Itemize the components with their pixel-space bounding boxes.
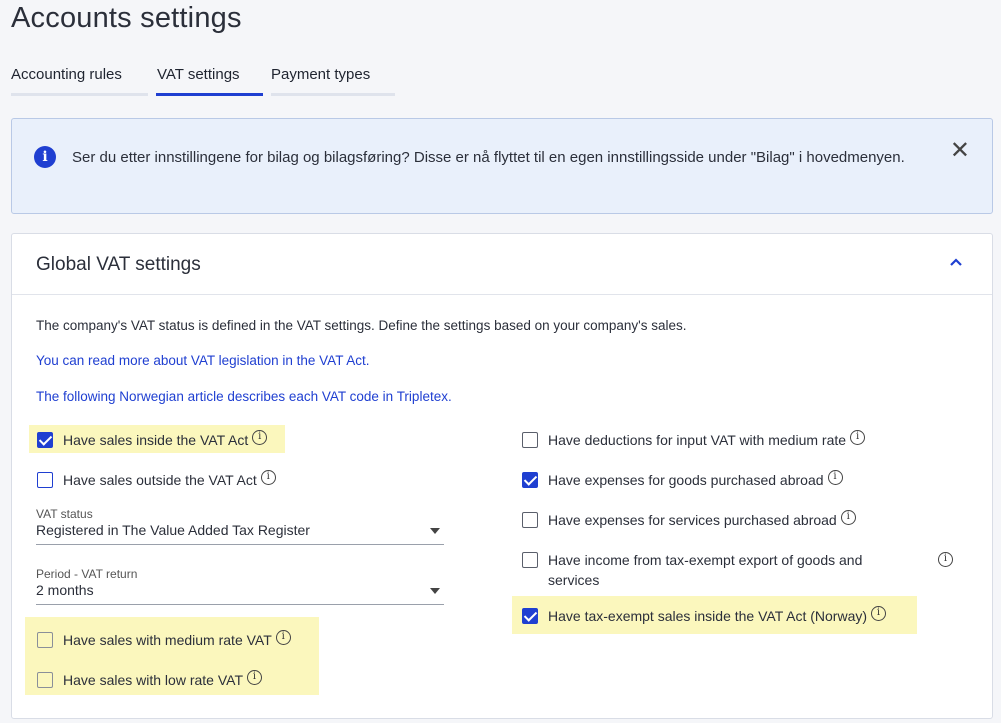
vat-status-label: VAT status (36, 507, 93, 521)
info-icon[interactable]: i (871, 606, 886, 621)
banner-text: Ser du etter innstillingene for bilag og bilagsføring? Disse er nå flyttet til en egen innstillingsside under "Bilag" i hovedmenyen. (72, 149, 905, 166)
vat-status-value: Registered in The Value Added Tax Register (36, 522, 310, 538)
option-label: Have expenses for goods purchased abroad (548, 472, 824, 488)
vat-status-select[interactable] (36, 522, 444, 545)
panel-header[interactable] (12, 234, 992, 295)
option-label: Have sales outside the VAT Act (63, 472, 257, 488)
dropdown-arrow-icon (430, 588, 440, 594)
checkbox[interactable] (37, 672, 53, 688)
tab-bar (11, 62, 395, 96)
tab-label: Accounting rules (11, 66, 122, 83)
checkbox[interactable] (522, 608, 538, 624)
option-label: Have sales inside the VAT Act (63, 432, 249, 448)
dropdown-arrow-icon (430, 528, 440, 534)
option-label: Have deductions for input VAT with medium rate (548, 432, 847, 448)
tab-payment-types[interactable] (271, 62, 395, 96)
info-icon[interactable]: i (850, 430, 865, 445)
info-icon[interactable]: i (841, 510, 856, 525)
checkbox[interactable] (522, 432, 538, 448)
vat-code-article-link[interactable]: The following Norwegian article describes each VAT code in Tripletex. (36, 389, 452, 404)
global-vat-settings-panel (11, 233, 993, 719)
option-sales-inside-vat-act[interactable] (37, 432, 267, 448)
checkbox[interactable] (522, 552, 538, 568)
close-icon[interactable]: ✕ (949, 137, 970, 164)
option-sales-low-rate[interactable] (37, 672, 262, 688)
info-icon[interactable]: i (261, 470, 276, 485)
checkbox[interactable] (522, 472, 538, 488)
checkbox[interactable] (37, 632, 53, 648)
tab-label: Payment types (271, 66, 371, 83)
vat-description: The company's VAT status is defined in the VAT settings. Define the settings based on your company's sales. (36, 318, 687, 333)
option-sales-medium-rate[interactable] (37, 632, 291, 648)
option-tax-exempt-export[interactable] (522, 552, 952, 592)
option-label: Have sales with low rate VAT (63, 672, 243, 688)
checkbox[interactable] (522, 512, 538, 528)
option-tax-exempt-sales-norway[interactable] (522, 608, 886, 624)
tab-label: VAT settings (157, 66, 240, 83)
period-value: 2 months (36, 582, 94, 598)
info-icon: i (34, 146, 56, 168)
period-select[interactable] (36, 582, 444, 605)
panel-title: Global VAT settings (36, 254, 201, 275)
option-label: Have expenses for services purchased abroad (548, 512, 837, 528)
period-label: Period - VAT return (36, 567, 138, 581)
info-icon[interactable]: i (276, 630, 291, 645)
option-label: Have income from tax-exempt export of goods and services (548, 552, 863, 588)
option-services-purchased-abroad[interactable] (522, 512, 856, 528)
info-banner (11, 118, 993, 214)
checkbox[interactable] (37, 432, 53, 448)
tab-accounting-rules[interactable] (11, 62, 148, 96)
info-icon[interactable]: i (938, 552, 953, 567)
info-icon[interactable]: i (252, 430, 267, 445)
option-deductions-medium-rate[interactable] (522, 432, 865, 448)
vat-act-link[interactable]: You can read more about VAT legislation in the VAT Act. (36, 353, 370, 368)
chevron-up-icon[interactable] (946, 252, 966, 272)
option-label: Have tax-exempt sales inside the VAT Act (Norway) (548, 608, 868, 624)
option-goods-purchased-abroad[interactable] (522, 472, 843, 488)
info-icon[interactable]: i (828, 470, 843, 485)
info-icon[interactable]: i (247, 670, 262, 685)
tab-vat-settings[interactable] (156, 62, 263, 96)
checkbox[interactable] (37, 472, 53, 488)
page-title: Accounts settings (11, 2, 242, 34)
option-label: Have sales with medium rate VAT (63, 632, 272, 648)
option-sales-outside-vat-act[interactable] (37, 472, 276, 488)
